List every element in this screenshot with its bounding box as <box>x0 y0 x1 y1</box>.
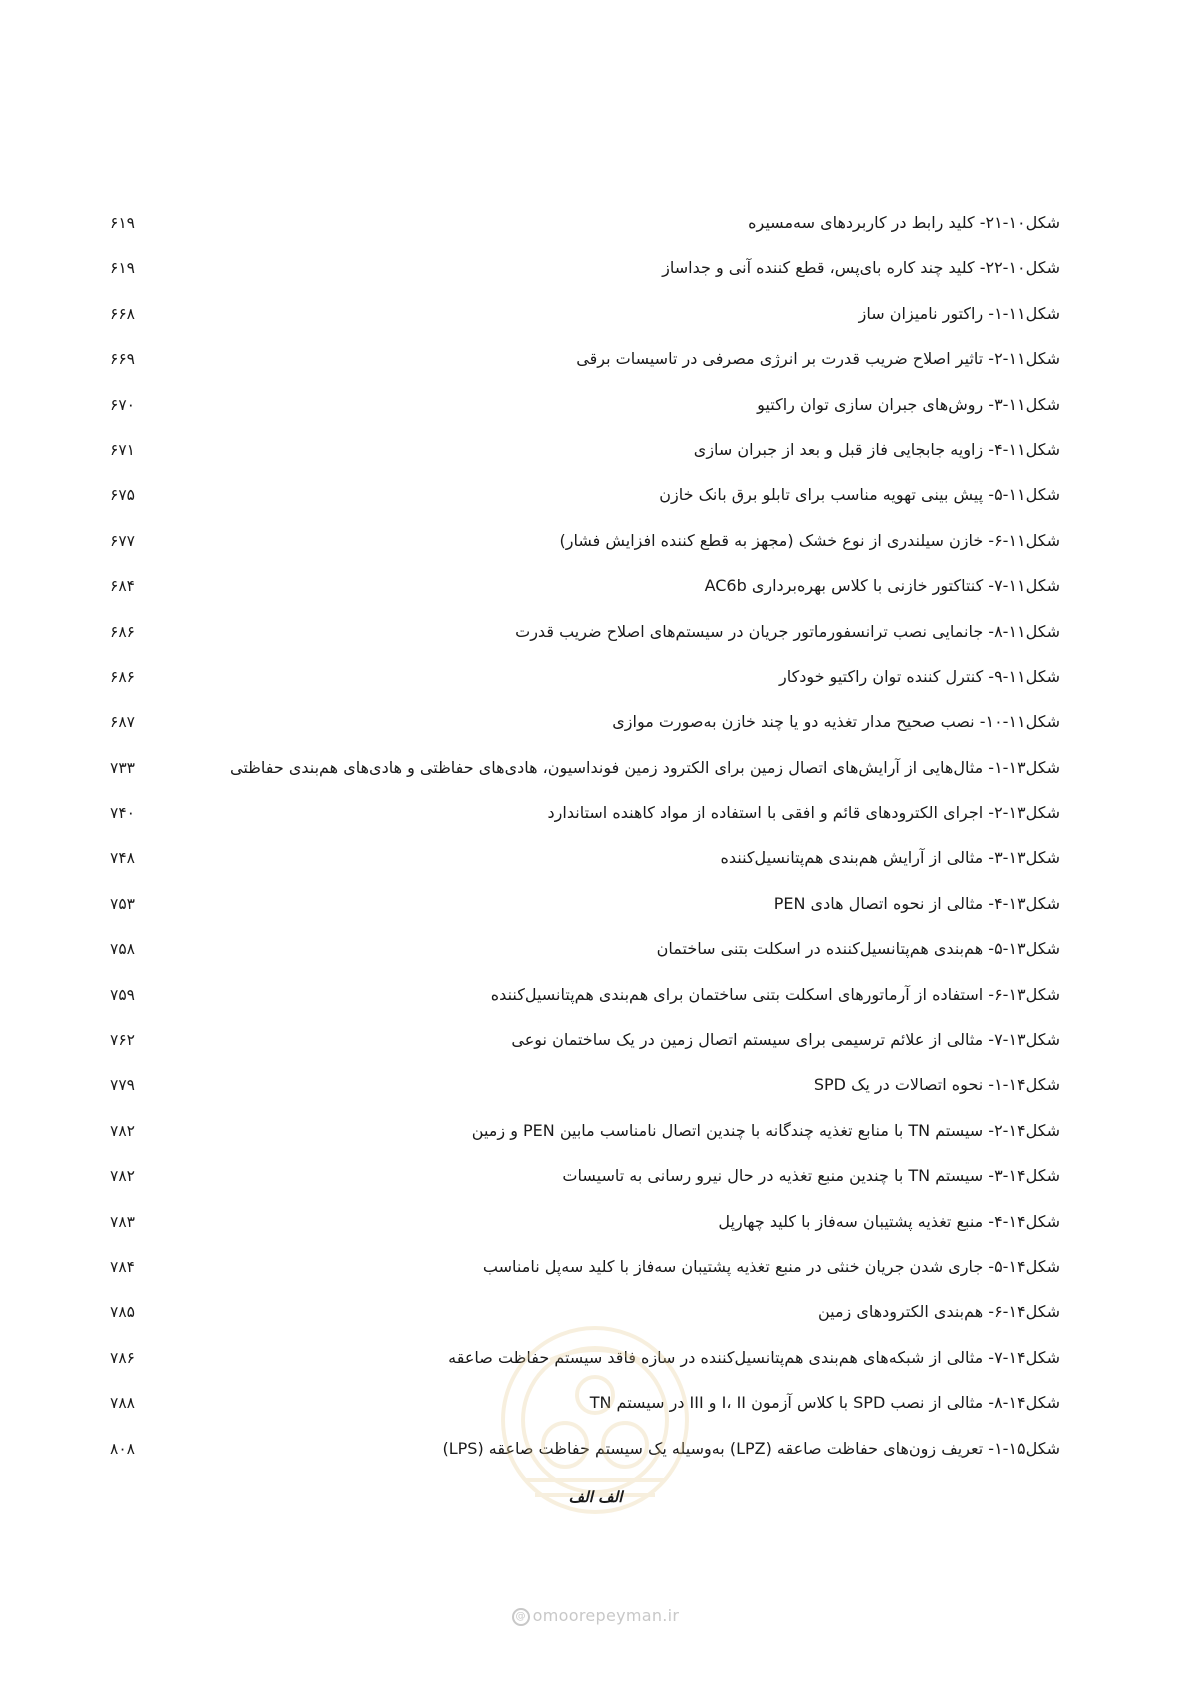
entry-page-number: ۷۴۸ <box>110 849 135 868</box>
list-item <box>110 1349 1060 1394</box>
entry-title: شکل۱۴-۶- هم‌بندی الکترودهای زمین <box>817 1302 1060 1322</box>
entry-page-number: ۷۸۲ <box>110 1167 135 1186</box>
entry-page-number: ۶۷۵ <box>110 486 135 505</box>
list-item <box>110 1213 1060 1258</box>
list-item <box>110 895 1060 940</box>
watermark-url-text: omoorepeyman.ir <box>532 1606 680 1625</box>
list-item <box>110 940 1060 985</box>
list-item <box>110 350 1060 395</box>
entry-title: شکل۱۴-۱- نحوه اتصالات در یک SPD <box>813 1075 1060 1095</box>
entry-page-number: ۷۵۳ <box>110 894 135 913</box>
entry-title: شکل۱۰-۲۱- کلید رابط در کاربردهای سه‌مسیره <box>748 213 1060 232</box>
list-item <box>110 668 1060 713</box>
entry-title: شکل۱۱-۴- زاویه جابجایی فاز قبل و بعد از جبران سازی <box>693 439 1060 459</box>
list-item <box>110 577 1060 622</box>
list-item <box>110 441 1060 486</box>
entry-title: شکل۱۴-۷- مثالی از شبکه‌های هم‌بندی هم‌پتانسیل‌کننده در سازه فاقد سیستم حفاظت صاعقه <box>448 1347 1060 1367</box>
entry-title: شکل۱۱-۱۰- نصب صحیح مدار تغذیه دو یا چند خازن به‌صورت موازی <box>612 712 1060 732</box>
entry-page-number: ۶۱۹ <box>110 259 135 278</box>
figures-list <box>110 214 1060 1485</box>
list-item <box>110 849 1060 894</box>
entry-title: شکل۱۱-۱- راکتور نامیزان ساز <box>858 303 1060 323</box>
list-item <box>110 759 1060 804</box>
entry-page-number: ۶۸۴ <box>110 577 135 596</box>
entry-title: شکل۱۴-۲- سیستم TN با منابع تغذیه چندگانه با چندین اتصال نامناسب مابین PEN و زمین <box>471 1120 1060 1140</box>
entry-page-number: ۶۶۹ <box>110 350 135 369</box>
entry-page-number: ۶۸۶ <box>110 622 135 641</box>
entry-title: شکل۱۳-۶- استفاده از آرماتورهای اسکلت بتنی ساختمان برای هم‌بندی هم‌پتانسیل‌کننده <box>490 984 1060 1004</box>
list-item <box>110 1394 1060 1439</box>
list-item <box>110 259 1060 304</box>
entry-page-number: ۷۸۳ <box>110 1212 135 1231</box>
entry-page-number: ۶۷۰ <box>110 395 135 414</box>
list-item <box>110 1076 1060 1121</box>
entry-page-number: ۶۱۹ <box>110 214 135 232</box>
list-item <box>110 486 1060 531</box>
entry-page-number: ۶۸۷ <box>110 713 135 732</box>
list-item <box>110 305 1060 350</box>
entry-page-number: ۷۸۴ <box>110 1257 135 1276</box>
list-item <box>110 1122 1060 1167</box>
entry-page-number: ۷۸۶ <box>110 1348 135 1367</box>
entry-page-number: ۷۵۸ <box>110 940 135 959</box>
entry-title: شکل۱۱-۹- کنترل کننده توان راکتیو خودکار <box>778 666 1060 686</box>
at-sign-icon: @ <box>512 1608 530 1626</box>
entry-title: شکل۱۰-۲۲- کلید چند کاره بای‌پس، قطع کننده آنی و جداساز <box>662 258 1060 278</box>
entry-page-number: ۶۸۶ <box>110 667 135 686</box>
watermark-url <box>0 1606 1191 1626</box>
entry-title: شکل۱۴-۸- مثالی از نصب SPD با کلاس آزمون I، II و III در سیستم TN <box>589 1393 1060 1413</box>
entry-title: شکل۱۳-۳- مثالی از آرایش هم‌بندی هم‌پتانسیل‌کننده <box>720 848 1060 868</box>
entry-page-number: ۷۸۸ <box>110 1394 135 1413</box>
page-number-label: الف الف <box>568 1488 623 1506</box>
entry-title: شکل۱۱-۳- روش‌های جبران سازی توان راکتیو <box>757 394 1060 414</box>
entry-title: شکل۱۴-۳- سیستم TN با چندین منبع تغذیه در حال نیرو رسانی به تاسیسات <box>562 1166 1060 1186</box>
entry-page-number: ۶۷۱ <box>110 440 135 459</box>
entry-title: شکل۱۴-۵- جاری شدن جریان خنثی در منبع تغذیه پشتیبان سه‌فاز با کلید سه‌پل نامناسب <box>482 1256 1060 1276</box>
list-item <box>110 1258 1060 1303</box>
entry-page-number: ۷۳۳ <box>110 758 135 777</box>
entry-title: شکل۱۳-۵- هم‌بندی هم‌پتانسیل‌کننده در اسکلت بتنی ساختمان <box>656 939 1060 959</box>
entry-title: شکل۱۳-۷- مثالی از علائم ترسیمی برای سیستم اتصال زمین در یک ساختمان نوعی <box>511 1030 1060 1050</box>
entry-title: شکل۱۱-۵- پیش بینی تهویه مناسب برای تابلو برق بانک خازن <box>659 485 1060 505</box>
entry-title: شکل۱۳-۱- مثال‌هایی از آرایش‌های اتصال زمین برای الکترود زمین فونداسیون، هادی‌های حفاظتی و هادی‌های هم‌بندی حفاظتی <box>229 757 1060 777</box>
entry-title: شکل۱۱-۲- تاثیر اصلاح ضریب قدرت بر انرژی مصرفی در تاسیسات برقی <box>576 349 1060 369</box>
entry-title: شکل۱۳-۲- اجرای الکترودهای قائم و افقی با استفاده از مواد کاهنده استاندارد <box>547 803 1060 823</box>
entry-title: شکل۱۴-۴- منبع تغذیه پشتیبان سه‌فاز با کلید چهارپل <box>718 1211 1060 1231</box>
entry-page-number: ۷۸۵ <box>110 1303 135 1322</box>
entry-page-number: ۷۴۰ <box>110 804 135 823</box>
entry-page-number: ۷۵۹ <box>110 985 135 1004</box>
entry-page-number: ۸۰۸ <box>110 1439 135 1458</box>
entry-title: شکل۱۱-۶- خازن سیلندری از نوع خشک (مجهز به قطع کننده افزایش فشار) <box>559 530 1060 550</box>
list-item <box>110 713 1060 758</box>
list-item <box>110 396 1060 441</box>
entry-page-number: ۷۷۹ <box>110 1076 135 1095</box>
list-item <box>110 1167 1060 1212</box>
entry-page-number: ۷۶۲ <box>110 1031 135 1050</box>
entry-title: شکل۱۱-۷- کنتاکتور خازنی با کلاس بهره‌برداری AC6b <box>704 576 1060 596</box>
list-item <box>110 1303 1060 1348</box>
entry-title: شکل۱۵-۱- تعریف زون‌های حفاظت صاعقه (LPZ) به‌وسیله یک سیستم حفاظت صاعقه (LPS) <box>442 1438 1060 1458</box>
entry-title: شکل۱۳-۴- مثالی از نحوه اتصال هادی PEN <box>773 893 1060 913</box>
list-item <box>110 804 1060 849</box>
list-item <box>110 532 1060 577</box>
list-item <box>110 214 1060 259</box>
entry-title: شکل۱۱-۸- جانمایی نصب ترانسفورماتور جریان در سیستم‌های اصلاح ضریب قدرت <box>515 621 1060 641</box>
list-item <box>110 623 1060 668</box>
entry-page-number: ۶۶۸ <box>110 304 135 323</box>
list-item <box>110 986 1060 1031</box>
list-item <box>110 1440 1060 1485</box>
entry-page-number: ۶۷۷ <box>110 531 135 550</box>
entry-page-number: ۷۸۲ <box>110 1121 135 1140</box>
list-item <box>110 1031 1060 1076</box>
